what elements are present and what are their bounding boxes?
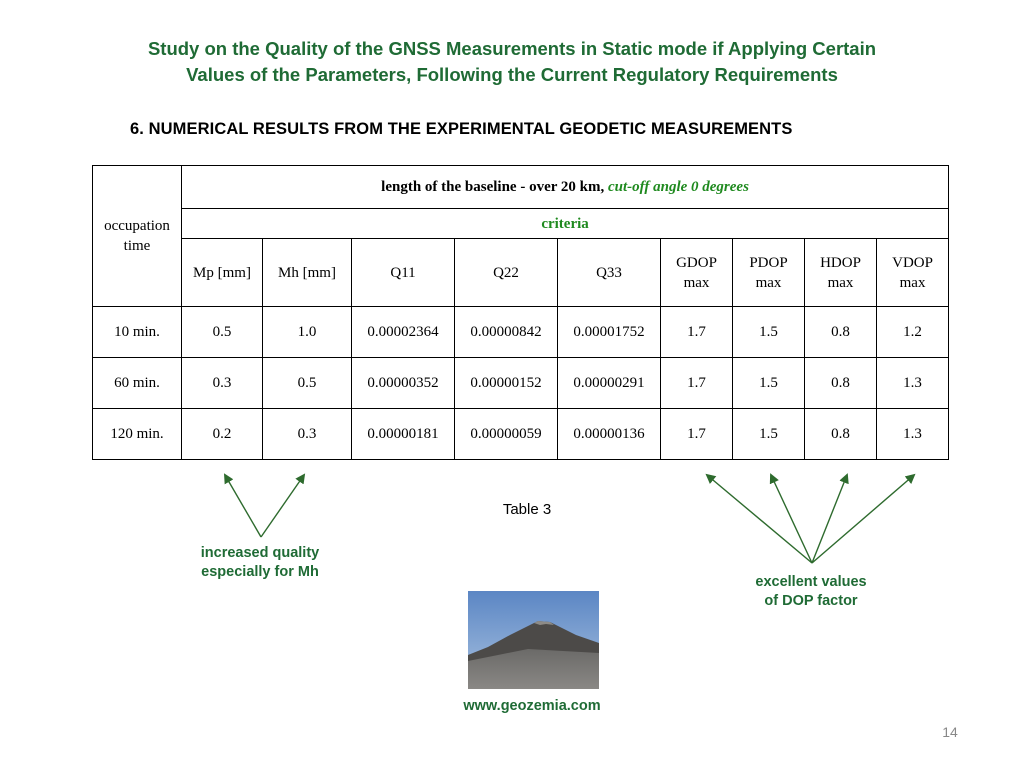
arrow-to-pdop-column bbox=[771, 475, 812, 563]
arrow-to-hdop-column bbox=[812, 475, 847, 563]
column-header-label: Q11 bbox=[390, 264, 416, 281]
arrow-to-mh-column bbox=[261, 475, 304, 537]
table-cell: 0.00000181 bbox=[352, 409, 455, 460]
table-cell: 0.5 bbox=[182, 307, 263, 358]
column-header-label: Mp [mm] bbox=[193, 264, 251, 281]
annotation-right-line-2: of DOP factor bbox=[764, 593, 858, 609]
column-header-sublabel: max bbox=[899, 274, 926, 291]
volcano-photo bbox=[468, 591, 599, 689]
table-cell: 1.5 bbox=[733, 307, 805, 358]
arrow-to-vdop-column bbox=[812, 475, 914, 563]
table-cell: 1.3 bbox=[877, 409, 949, 460]
annotation-right-line-1: excellent values bbox=[755, 574, 867, 590]
table-cell: 0.00000352 bbox=[352, 358, 455, 409]
table-cell: 1.7 bbox=[661, 409, 733, 460]
page-number: 14 bbox=[942, 724, 958, 740]
table-cell: 1.2 bbox=[877, 307, 949, 358]
column-header-label: PDOP bbox=[749, 254, 788, 271]
table-cell: 0.00000291 bbox=[558, 358, 661, 409]
table-cell: 0.00000059 bbox=[455, 409, 558, 460]
occupation-time-cell: 60 min. bbox=[93, 358, 182, 409]
column-header-sublabel: max bbox=[827, 274, 854, 291]
occupation-time-cell: 10 min. bbox=[93, 307, 182, 358]
table-cell: 0.3 bbox=[263, 409, 352, 460]
table-cell: 0.00001752 bbox=[558, 307, 661, 358]
table-cell: 0.00000152 bbox=[455, 358, 558, 409]
table-cell: 1.5 bbox=[733, 409, 805, 460]
annotation-excellent-dop bbox=[730, 573, 892, 611]
occupation-time-cell: 120 min. bbox=[93, 409, 182, 460]
table-cell: 0.00000842 bbox=[455, 307, 558, 358]
section-heading: 6. NUMERICAL RESULTS FROM THE EXPERIMENTAL GEODETIC MEASUREMENTS bbox=[130, 120, 793, 138]
column-header-sublabel: max bbox=[683, 274, 710, 291]
table-cell: 1.7 bbox=[661, 358, 733, 409]
table-cell: 0.5 bbox=[263, 358, 352, 409]
column-header-label: VDOP bbox=[892, 254, 933, 271]
annotation-left-line-1: increased quality bbox=[200, 545, 320, 561]
annotation-increased-quality bbox=[180, 544, 340, 582]
table-cell: 0.00000136 bbox=[558, 409, 661, 460]
table-caption: Table 3 bbox=[502, 501, 552, 518]
baseline-header-text: length of the baseline - over 20 km, bbox=[381, 179, 605, 195]
website-link[interactable]: www.geozemia.com bbox=[463, 698, 601, 714]
table-cell: 0.8 bbox=[805, 307, 877, 358]
slide-title-line-1: Study on the Quality of the GNSS Measurements in Static mode if Applying Certain bbox=[147, 38, 877, 59]
arrow-to-mp-column bbox=[225, 475, 261, 537]
table-cell: 1.3 bbox=[877, 358, 949, 409]
column-header-label: Q33 bbox=[596, 264, 622, 281]
column-header-label: Mh [mm] bbox=[278, 264, 336, 281]
arrow-to-gdop-column bbox=[707, 475, 812, 563]
occupation-time-header: occupation time bbox=[93, 166, 182, 307]
table-cell: 0.8 bbox=[805, 409, 877, 460]
table-cell: 1.7 bbox=[661, 307, 733, 358]
slide-title-line-2: Values of the Parameters, Following the Current Regulatory Requirements bbox=[186, 64, 838, 85]
table-cell: 1.5 bbox=[733, 358, 805, 409]
criteria-header: criteria bbox=[182, 209, 949, 239]
table-cell: 0.8 bbox=[805, 358, 877, 409]
cutoff-angle-text: cut-off angle 0 degrees bbox=[607, 179, 749, 195]
table-cell: 0.2 bbox=[182, 409, 263, 460]
table-cell: 1.0 bbox=[263, 307, 352, 358]
annotation-left-line-2: especially for Mh bbox=[201, 564, 319, 580]
table-cell: 0.00002364 bbox=[352, 307, 455, 358]
table-cell: 0.3 bbox=[182, 358, 263, 409]
column-header-label: HDOP bbox=[820, 254, 861, 271]
column-header-sublabel: max bbox=[755, 274, 782, 291]
column-header-label: GDOP bbox=[676, 254, 717, 271]
column-header-label: Q22 bbox=[493, 264, 519, 281]
